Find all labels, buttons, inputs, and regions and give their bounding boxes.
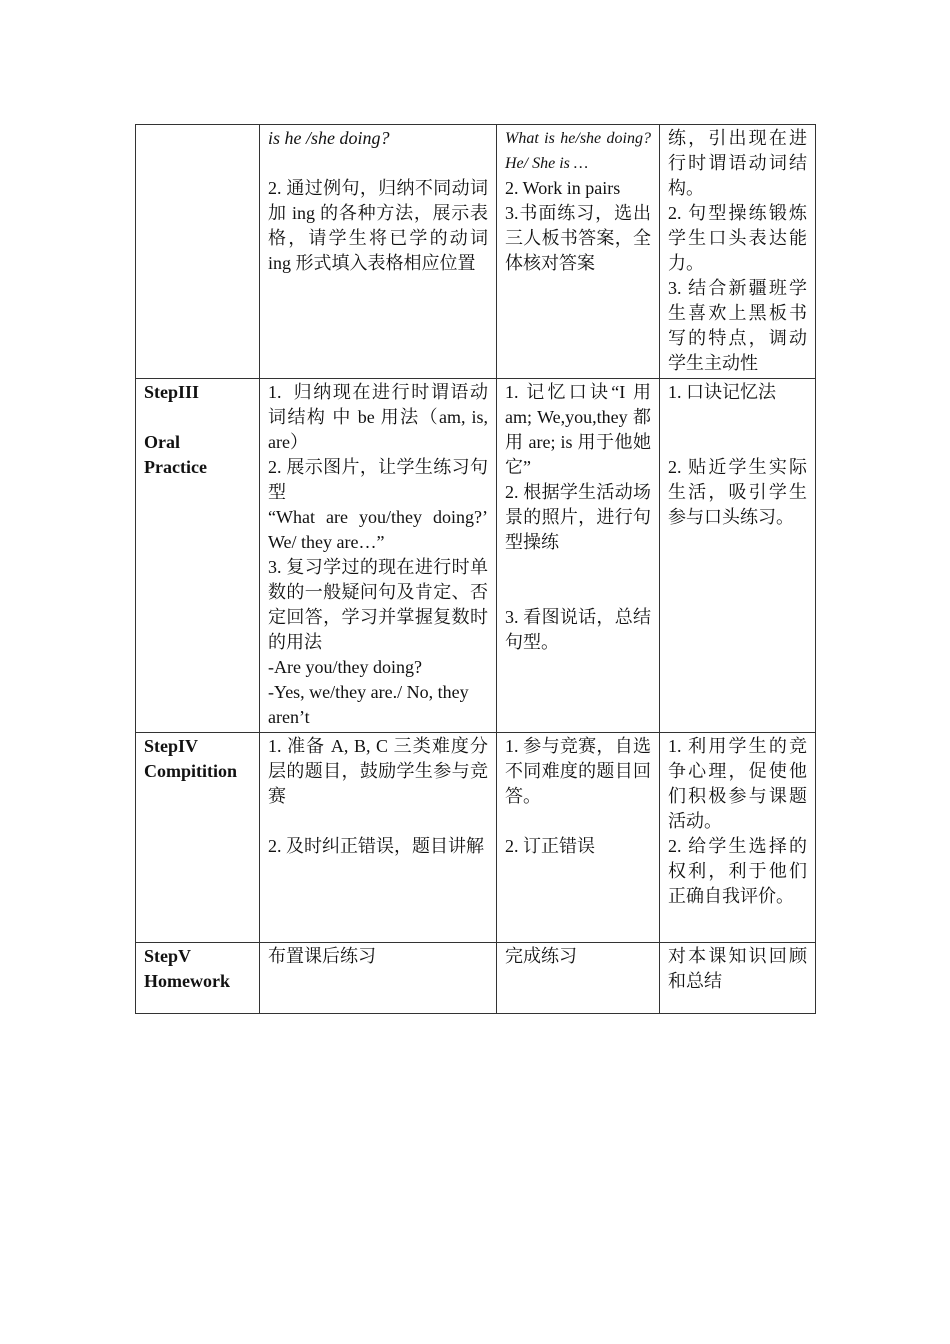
teacher-activity-cell	[260, 379, 497, 733]
table-row	[136, 943, 816, 1014]
table-row	[136, 125, 816, 379]
student-text: 1. 参与竞赛，自选不同难度的题目回答。	[505, 736, 651, 806]
step-cell	[136, 125, 260, 379]
purpose-cell	[660, 125, 816, 379]
purpose-text: 3. 结合新疆班学生喜欢上黑板书写的特点，调动学生主动性	[668, 278, 807, 373]
step-subtitle: Practice	[144, 457, 207, 477]
student-text: 3.书面练习，选出三人板书答案，全体核对答案	[505, 203, 651, 273]
step-subtitle: Compitition	[144, 761, 238, 781]
teacher-activity-cell	[260, 733, 497, 943]
teacher-activity-cell	[260, 943, 497, 1014]
purpose-text: 2. 给学生选择的权利，利于他们正确自我评价。	[668, 836, 807, 906]
table-row	[136, 733, 816, 943]
student-text: 完成练习	[505, 946, 577, 966]
step-cell	[136, 379, 260, 733]
teacher-activity-cell	[260, 125, 497, 379]
purpose-cell	[660, 943, 816, 1014]
purpose-text: 2. 句型操练锻炼学生口头表达能力。	[668, 203, 807, 273]
teacher-text: 2. 通过例句，归纳不同动词加 ing 的各种方法，展示表格，请学生将已学的动词 ing 形式填入表格相应位置	[268, 178, 493, 273]
teacher-text: 布置课后练习	[268, 946, 376, 966]
student-activity-cell	[497, 125, 660, 379]
teacher-text: -Are you/they doing?	[268, 657, 422, 677]
teacher-text: 2. 及时纠正错误，题目讲解	[268, 836, 484, 856]
purpose-text: 2. 贴近学生实际生活，吸引学生参与口头练习。	[668, 457, 807, 527]
student-activity-cell	[497, 943, 660, 1014]
teacher-text: -Yes, we/they are./ No, they aren’t	[268, 682, 474, 727]
purpose-text: 1. 利用学生的竞争心理，促使他们积极参与课题活动。	[668, 736, 807, 831]
student-text: 3. 看图说话，总结句型。	[505, 607, 651, 652]
purpose-text: 对本课知识回顾和总结	[668, 946, 807, 991]
teacher-text: is he /she doing?	[268, 128, 390, 148]
step-title: StepIV	[144, 736, 199, 756]
step-title: StepIII	[144, 382, 200, 402]
teacher-text: 2. 展示图片，让学生练习句型	[268, 457, 488, 502]
teacher-text: 3. 复习学过的现在进行时单数的一般疑问句及肯定、否定回答，学习并掌握复数时的用法	[268, 557, 488, 652]
teacher-text: “What are you/they doing?’ We/ they are…”	[268, 507, 493, 552]
step-title: StepV	[144, 946, 192, 966]
teacher-text: 1. 准备 A, B, C 三类难度分层的题目，鼓励学生参与竞赛	[268, 736, 488, 806]
purpose-cell	[660, 733, 816, 943]
step-subtitle: Homework	[144, 971, 230, 991]
purpose-cell	[660, 379, 816, 733]
purpose-text: 1. 口诀记忆法	[668, 382, 776, 402]
student-text: 2. 订正错误	[505, 836, 595, 856]
purpose-text: 练，引出现在进行时谓语动词结构。	[668, 128, 807, 198]
student-text: 2. 根据学生活动场景的照片，进行句型操练	[505, 482, 651, 552]
lesson-plan-table	[135, 124, 816, 1014]
teacher-text: 1. 归纳现在进行时谓语动词结构 中 be 用法（am, is, are）	[268, 382, 493, 452]
step-subtitle: Oral	[144, 432, 180, 452]
student-activity-cell	[497, 379, 660, 733]
student-activity-cell	[497, 733, 660, 943]
student-text: 1. 记忆口诀“I 用 am; We,you,they 都用 are; is 用于他她它”	[505, 382, 656, 477]
student-text: 2. Work in pairs	[505, 178, 621, 198]
student-text: What is he/she doing? He/ She is …	[505, 130, 655, 172]
step-cell	[136, 943, 260, 1014]
step-cell	[136, 733, 260, 943]
table-row	[136, 379, 816, 733]
